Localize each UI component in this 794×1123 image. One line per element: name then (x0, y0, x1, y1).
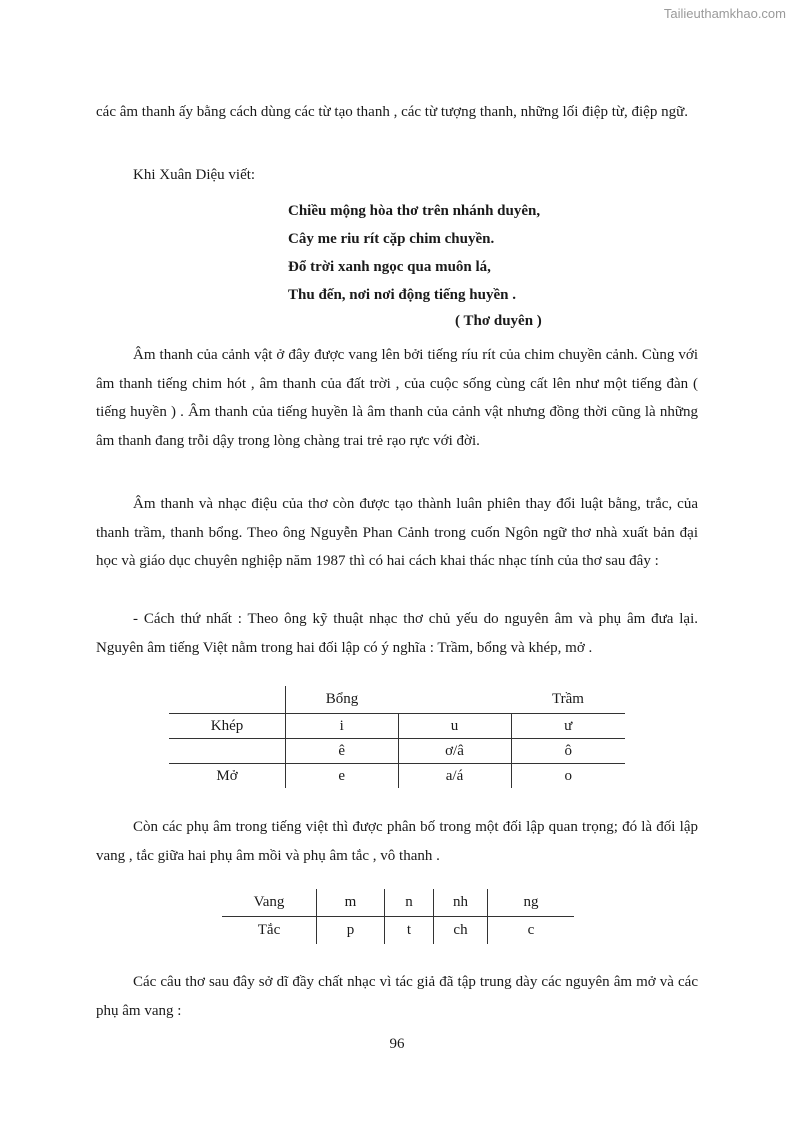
consonant-table (222, 889, 574, 944)
poem (288, 197, 540, 309)
table-cell: p (317, 917, 385, 945)
table-cell: m (317, 889, 385, 917)
poem-source: ( Thơ duyên ) (455, 313, 542, 329)
row-label: Khép (210, 717, 244, 734)
table-row (169, 764, 625, 789)
vowel-table (169, 686, 625, 788)
table-cell: n (385, 889, 434, 917)
header-tram: Trầm (511, 686, 625, 714)
table-cell: ư (511, 714, 625, 739)
paragraph-cau-tho: Các câu thơ sau đây sở dĩ đầy chất nhạc vì tác giả đã tập trung dày các nguyên âm mở và các phụ âm vang : (96, 974, 698, 1019)
table-cell: ng (488, 889, 575, 917)
table-cell: a/á (398, 764, 511, 789)
table-cell: u (398, 714, 511, 739)
row-label: Vang (253, 894, 285, 910)
table-row (169, 739, 625, 764)
table-cell: ơ/â (398, 739, 511, 764)
table-cell: c (488, 917, 575, 945)
poem-line: Đổ trời xanh ngọc qua muôn lá, (288, 259, 491, 275)
table-cell: ê (286, 739, 399, 764)
paragraph-intro: các âm thanh ấy bằng cách dùng các từ tạo thanh , các từ tượng thanh, những lối điệp từ, điệp ngữ. (96, 104, 688, 120)
poem-line: Thu đến, nơi nơi động tiếng huyền . (288, 287, 516, 303)
table-cell: ô (511, 739, 625, 764)
paragraph-cach-thu-nhat: - Cách thứ nhất : Theo ông kỹ thuật nhạc thơ chủ yếu do nguyên âm và phụ âm đưa lại. Nguyên âm tiếng Việt nằm trong hai đối lập có ý nghĩa : Trầm, bổng và khép, mở . (96, 611, 698, 656)
paragraph-am-thanh: Âm thanh của cảnh vật ở đây được vang lên bởi tiếng ríu rít của chim chuyền cảnh. Cùng với âm thanh tiếng chim hót , âm thanh của đất trời , của cuộc sống cùng cất lên như một tiếng đàn ( tiếng huyền ) . Âm thanh của tiếng huyền là âm thanh của cảnh vật nhưng đồng thời cũng là những âm thanh đang trỗi dậy trong lòng chàng trai trẻ rạo rực với đời. (96, 347, 698, 449)
poem-line: Chiều mộng hòa thơ trên nhánh duyên, (288, 203, 541, 219)
paragraph-nhac-dieu: Âm thanh và nhạc điệu của thơ còn được tạo thành luân phiên thay đổi luật bằng, trắc, của thanh trầm, thanh bổng. Theo ông Nguyễn Phan Cảnh trong cuốn Ngôn ngữ thơ nhà xuất bản đại học và giáo dục chuyên nghiệp năm 1987 thì có hai cách khai thác nhạc tính của thơ sau đây : (96, 496, 698, 570)
table-row (222, 917, 574, 945)
row-label: Mở (216, 767, 238, 784)
table-row (169, 714, 625, 739)
row-label (169, 739, 286, 764)
paragraph-phu-am: Còn các phụ âm trong tiếng việt thì được phân bố trong một đối lập quan trọng; đó là đối lập vang , tắc giữa hai phụ âm mồi và phụ âm tắc , vô thanh . (96, 819, 698, 864)
table-row (222, 889, 574, 917)
paragraph-khi-xuan-dieu: Khi Xuân Diệu viết: (133, 167, 256, 183)
header-bong: Bổng (286, 686, 399, 714)
table-cell: i (286, 714, 399, 739)
table-cell: o (511, 764, 625, 789)
table-cell: nh (434, 889, 488, 917)
page-number: 96 (389, 1036, 405, 1052)
table-cell: t (385, 917, 434, 945)
poem-line: Cây me riu rít cặp chim chuyền. (288, 231, 495, 247)
table-cell: ch (434, 917, 488, 945)
watermark: Tailieuthamkhao.com (663, 6, 786, 21)
table-header-row (169, 686, 625, 714)
table-cell: e (286, 764, 399, 789)
row-label: Tắc (257, 922, 281, 938)
